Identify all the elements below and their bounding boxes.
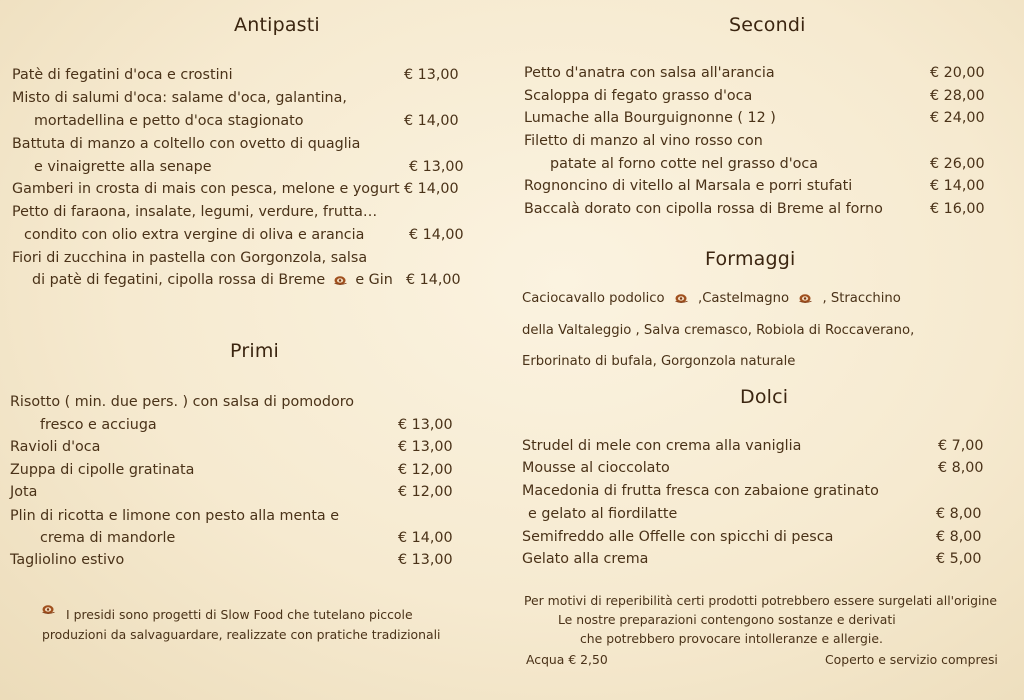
menu-item-price: € 8,00 — [936, 506, 982, 522]
menu-item-text: patate al forno cotte nel grasso d'oca — [550, 156, 818, 172]
menu-item-text: Petto di faraona, insalate, legumi, verdure, frutta… — [12, 204, 378, 220]
menu-item-text: Risotto ( min. due pers. ) con salsa di pomodoro — [10, 394, 355, 410]
menu-item-text: Jota — [10, 484, 38, 500]
slow-food-snail-icon — [333, 275, 348, 286]
menu-item-price: € 5,00 — [936, 551, 982, 567]
cheese-name: Caciocavallo podolico — [522, 291, 665, 306]
menu-item-text: Ravioli d'oca — [10, 439, 101, 455]
footer-allergen-note-1: Le nostre preparazioni contengono sostanze e derivati — [558, 612, 896, 627]
menu-item-text: crema di mandorle — [40, 530, 176, 546]
menu-item-text: Plin di ricotta e limone con pesto alla menta e — [10, 508, 340, 524]
menu-item-text: fresco e acciuga — [40, 417, 157, 433]
formaggi-line3: Erborinato di bufala, Gorgonzola naturale — [522, 354, 796, 369]
presidio-note-line1: I presidi sono progetti di Slow Food che tutelano piccole — [66, 607, 413, 622]
menu-item-text: Strudel di mele con crema alla vaniglia — [522, 438, 802, 454]
menu-item-text: Rognoncino di vitello al Marsala e porri stufati — [524, 178, 853, 194]
menu-item-price: € 24,00 — [930, 110, 985, 126]
menu-item-price: € 8,00 — [938, 460, 984, 476]
slow-food-snail-icon — [798, 293, 813, 304]
menu-item-price: € 14,00 — [398, 530, 453, 546]
footer-allergen-note-2: che potrebbero provocare intolleranze e allergie. — [580, 631, 883, 646]
menu-item-price: € 14,00 — [930, 178, 985, 194]
menu-item-price: € 13,00 — [409, 159, 464, 175]
menu-item-price: € 20,00 — [930, 65, 985, 81]
menu-item-text: e gelato al fiordilatte — [528, 506, 678, 522]
menu-item-price: € 14,00 — [409, 227, 464, 243]
menu-item-price: € 7,00 — [938, 438, 984, 454]
menu-item-text: Battuta di manzo a coltello con ovetto di quaglia — [12, 136, 361, 152]
menu-item-price: € 14,00 — [404, 113, 459, 129]
cover-charge-note: Coperto e servizio compresi — [825, 652, 998, 667]
menu-item-text: Petto d'anatra con salsa all'arancia — [524, 65, 775, 81]
secondi-title: Secondi — [729, 14, 806, 36]
cheese-name: , Stracchino — [822, 291, 901, 306]
formaggi-title: Formaggi — [705, 248, 796, 270]
formaggi-line1 — [522, 290, 901, 307]
menu-item-text: e Gin — [355, 272, 393, 288]
primi-title: Primi — [230, 340, 280, 362]
dolci-title: Dolci — [740, 386, 789, 408]
formaggi-line2: della Valtaleggio , Salva cremasco, Robiola di Roccaverano, — [522, 323, 915, 338]
menu-item-text: Mousse al cioccolato — [522, 460, 670, 476]
antipasti-title: Antipasti — [234, 14, 320, 36]
menu-item-price: € 16,00 — [930, 201, 985, 217]
menu-item-text: Lumache alla Bourguignonne ( 12 ) — [524, 110, 776, 126]
menu-item-price: € 12,00 — [398, 484, 453, 500]
menu-item-price: € 13,00 — [398, 439, 453, 455]
menu-item-text: Fiori di zucchina in pastella con Gorgonzola, salsa — [12, 250, 368, 266]
menu-item-price: € 14,00 — [404, 181, 459, 197]
menu-item-text: Scaloppa di fegato grasso d'oca — [524, 88, 753, 104]
menu-item-text: Patè di fegatini d'oca e crostini — [12, 67, 233, 83]
menu-item-text: Gamberi in crosta di mais con pesca, melone e yogurt — [12, 181, 400, 197]
menu-item-text: Gelato alla crema — [522, 551, 649, 567]
menu-item-price: € 8,00 — [936, 529, 982, 545]
menu-item-price: € 13,00 — [398, 417, 453, 433]
cheese-name: ,Castelmagno — [698, 291, 790, 306]
water-price: Acqua € 2,50 — [526, 652, 608, 667]
presidio-note-line2: produzioni da salvaguardare, realizzate con pratiche tradizionali — [42, 627, 441, 642]
slow-food-snail-icon — [41, 604, 56, 615]
menu-item-price: € 28,00 — [930, 88, 985, 104]
slow-food-snail-icon — [674, 293, 689, 304]
menu-item-price: € 12,00 — [398, 462, 453, 478]
menu-item-text: Semifreddo alle Offelle con spicchi di pesca — [522, 529, 834, 545]
menu-item-price: € 26,00 — [930, 156, 985, 172]
menu-item-text: Tagliolino estivo — [10, 552, 125, 568]
menu-item-text: Misto di salumi d'oca: salame d'oca, galantina, — [12, 90, 347, 106]
menu-item-text: condito con olio extra vergine di oliva e arancia — [24, 227, 365, 243]
menu-item-text: Macedonia di frutta fresca con zabaione gratinato — [522, 483, 879, 499]
menu-item-price: € 14,00 — [406, 272, 461, 288]
menu-item-text: Baccalà dorato con cipolla rossa di Breme al forno — [524, 201, 883, 217]
footer-frozen-note: Per motivi di reperibilità certi prodotti potrebbero essere surgelati all'origine — [524, 593, 997, 608]
menu-item-price: € 13,00 — [404, 67, 459, 83]
menu-item-text: Filetto di manzo al vino rosso con — [524, 133, 763, 149]
menu-item-text: di patè di fegatini, cipolla rossa di Breme — [32, 272, 326, 288]
menu-item-text: Zuppa di cipolle gratinata — [10, 462, 195, 478]
menu-item-price: € 13,00 — [398, 552, 453, 568]
menu-item-text: e vinaigrette alla senape — [34, 159, 212, 175]
menu-item-text-presidio — [32, 269, 393, 291]
menu-item-text: mortadellina e petto d'oca stagionato — [34, 113, 304, 129]
